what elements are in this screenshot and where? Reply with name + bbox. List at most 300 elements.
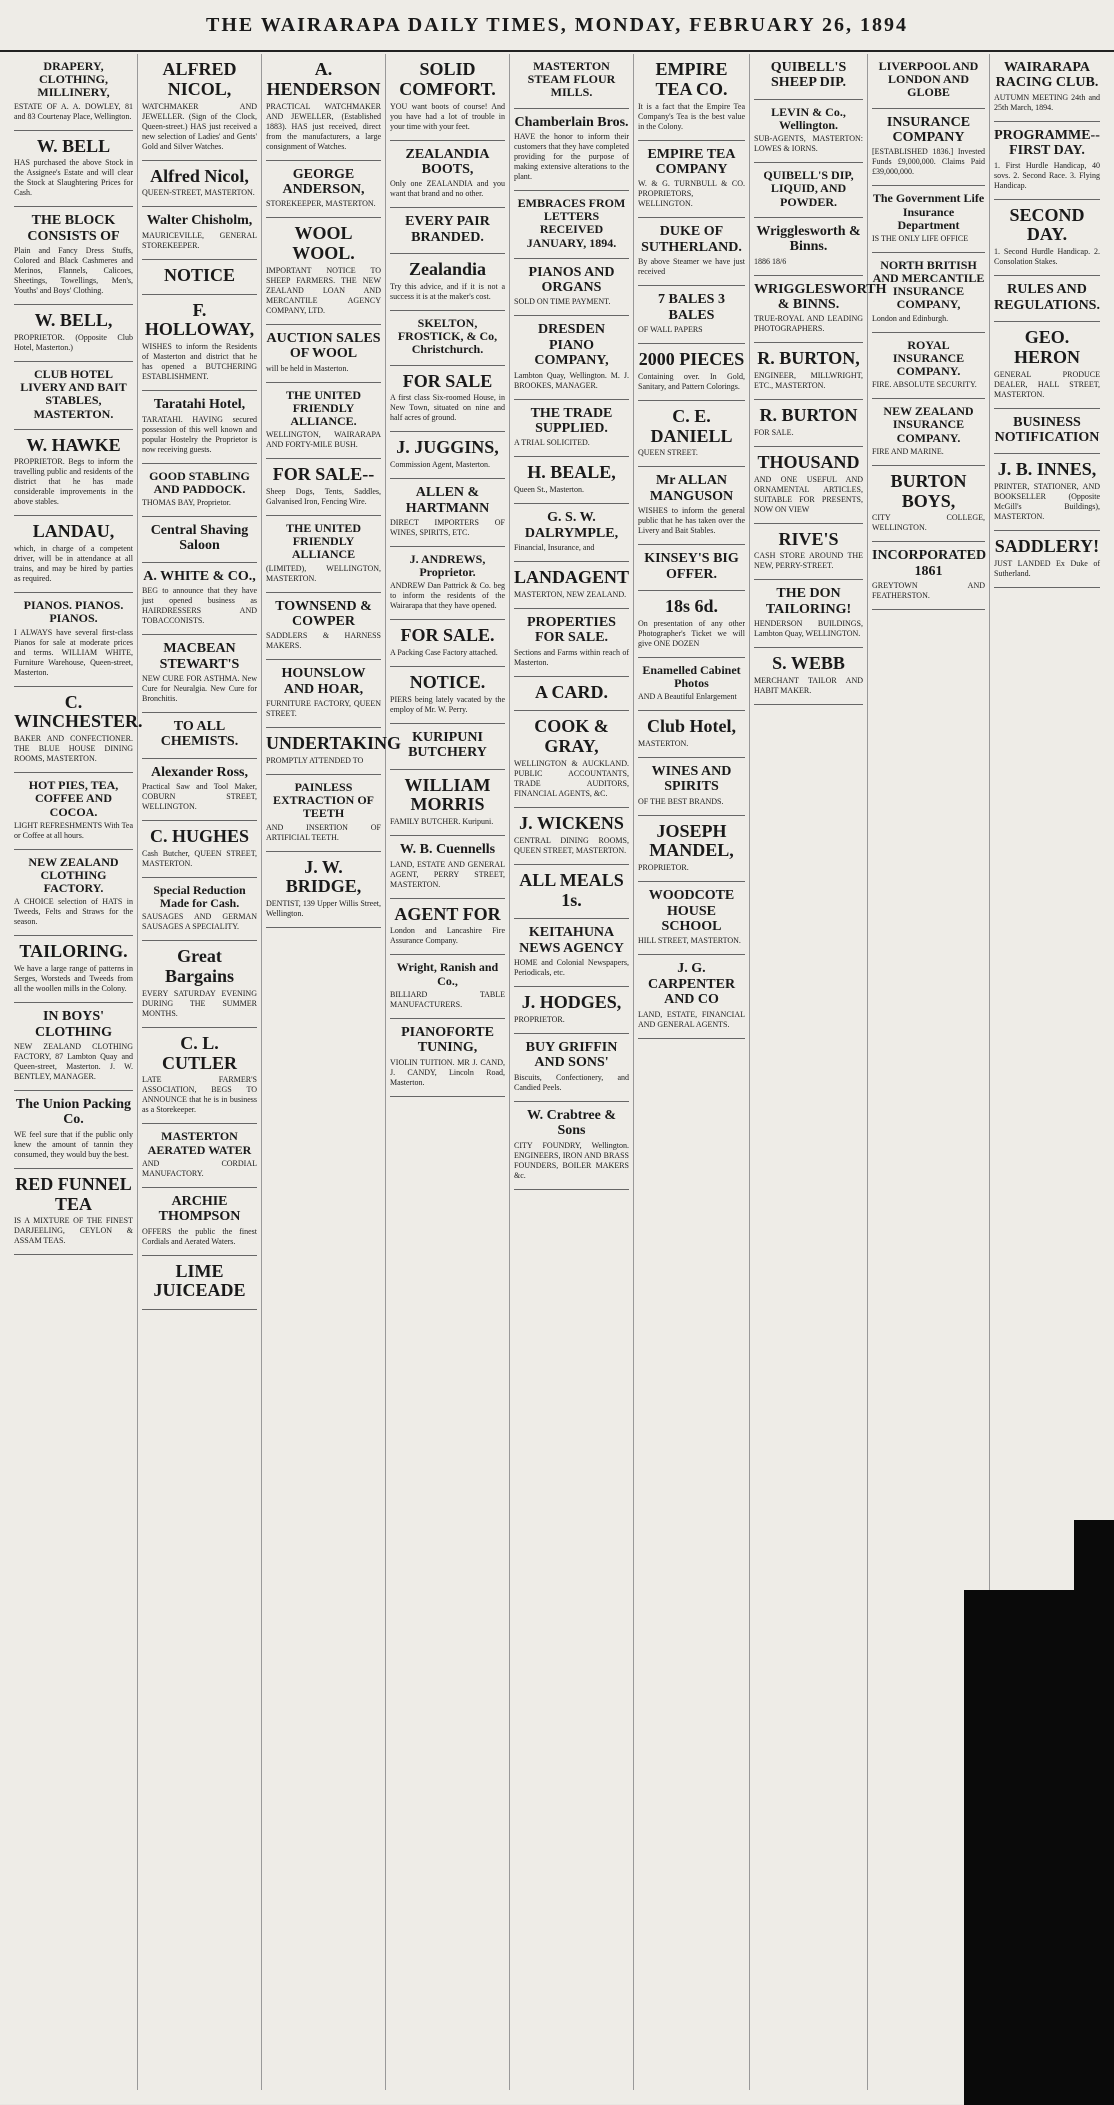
advertisement	[266, 852, 381, 929]
ad-heading: W. BELL,	[34, 310, 113, 331]
advertisement	[754, 100, 863, 163]
ad-heading: MACBEAN STEWART'S	[159, 641, 240, 672]
ad-heading: PIANOS. PIANOS. PIANOS.	[23, 598, 124, 626]
advertisement	[390, 724, 505, 770]
ad-heading: ROYAL INSURANCE COMPANY.	[892, 337, 965, 379]
ad-body: Practical Saw and Tool Maker, COBURN STREET, WELLINGTON.	[142, 782, 257, 812]
advertisement	[994, 276, 1100, 322]
ad-body: Containing over. In Gold, Sanitary, and Pattern Colorings.	[638, 371, 745, 391]
advertisement	[14, 850, 133, 937]
ad-heading: LANDAU,	[32, 521, 115, 542]
ad-heading: R. BURTON	[759, 405, 858, 426]
ad-heading: CLUB HOTEL LIVERY AND BAIT STABLES, MASTERTON.	[20, 366, 127, 421]
ad-heading: AGENT FOR	[394, 903, 501, 924]
advertisement	[142, 635, 257, 713]
advertisement	[266, 593, 381, 661]
ad-heading: PIANOFORTE TUNING,	[401, 1024, 494, 1056]
advertisement	[390, 208, 505, 254]
ad-body: SUB-AGENTS, MASTERTON: LOWES & IORNS.	[754, 134, 863, 154]
ad-body: WISHES to inform the Residents of Masterton and district that he has opened a BUTCHERING ESTABLISHMENT.	[142, 342, 257, 382]
ad-heading: R. BURTON,	[757, 348, 860, 369]
ad-body: MERCHANT TAILOR AND HABIT MAKER.	[754, 676, 863, 696]
ad-body: WISHES to inform the general public that he has taken over the Livery and Bait Stables.	[638, 506, 745, 536]
ad-body: HAS purchased the above Stock in the Assignee's Estate and will clear the Stock at Slaughtering Prices for Cash.	[14, 158, 133, 198]
ad-heading: NEW ZEALAND INSURANCE COMPANY.	[883, 404, 974, 445]
ad-heading: A. WHITE & CO.,	[143, 568, 256, 584]
ad-heading: A. HENDERSON	[266, 59, 381, 99]
ad-heading: J. HODGES,	[521, 992, 622, 1013]
ad-heading: MASTERTON AERATED WATER	[147, 1129, 252, 1157]
ad-body: MASTERTON, NEW ZEALAND.	[514, 589, 627, 599]
ad-heading: EVERY PAIR BRANDED.	[405, 214, 490, 245]
ad-body: ESTATE OF A. A. DOWLEY, 81 and 83 Courtenay Place, Wellington.	[14, 101, 133, 121]
ad-heading: ALLEN & HARTMANN	[405, 485, 490, 516]
ad-heading: THE UNITED FRIENDLY ALLIANCE	[285, 521, 362, 562]
advertisement	[142, 517, 257, 563]
column-3	[262, 54, 402, 2090]
ad-body: FURNITURE FACTORY, QUEEN STREET.	[266, 699, 381, 719]
ad-heading: Mr ALLAN MANGUSON	[649, 473, 734, 504]
advertisement	[14, 207, 133, 305]
advertisement	[638, 545, 745, 591]
ad-heading: W. BELL	[36, 135, 111, 156]
ad-heading: NOTICE.	[409, 672, 486, 693]
advertisement	[142, 260, 257, 295]
ad-body: TRUE-ROYAL AND LEADING PHOTOGRAPHERS.	[754, 314, 863, 334]
ad-heading: F. HOLLOWAY,	[144, 299, 255, 340]
advertisement	[142, 295, 257, 392]
ad-body: THOMAS BAY, Proprietor.	[142, 497, 231, 507]
ad-body: CITY FOUNDRY, Wellington. ENGINEERS, IRON AND BRASS FOUNDERS, BOILER MAKERS &c.	[514, 1140, 629, 1180]
advertisement	[754, 343, 863, 400]
advertisement	[142, 54, 257, 161]
advertisement	[266, 775, 381, 852]
ad-heading: C. E. DANIELL	[650, 405, 733, 446]
ad-heading: EMPIRE TEA COMPANY	[647, 146, 736, 177]
ad-heading: Great Bargains	[164, 946, 234, 987]
ad-body: AND CORDIAL MANUFACTORY.	[142, 1158, 257, 1178]
advertisement	[754, 524, 863, 581]
ad-heading: W. B. Cuennells	[399, 842, 496, 858]
ad-body: Only one ZEALANDIA and you want that brand and no other.	[390, 179, 505, 199]
column-1	[10, 54, 143, 2090]
ad-body: Biscuits, Confectionery, and Candied Peels.	[514, 1072, 629, 1092]
ad-body: AND ONE USEFUL AND ORNAMENTAL ARTICLES, SUITABLE FOR PRESENTS, NOW ON VIEW	[754, 474, 863, 514]
advertisement	[142, 161, 257, 208]
advertisement	[390, 366, 505, 433]
ad-body: HAVE the honor to inform their customers that they have completed providing for the purpose of making extensive alterations to the plant.	[514, 131, 629, 181]
ad-heading: 2000 PIECES	[638, 348, 745, 369]
ad-heading: FOR SALE--	[272, 464, 375, 485]
ad-body: OF WALL PAPERS	[638, 324, 703, 334]
advertisement	[266, 325, 381, 383]
ad-heading: The Union Packing Co.	[15, 1096, 132, 1128]
ad-heading: KINSEY'S BIG OFFER.	[644, 551, 739, 582]
advertisement	[142, 878, 257, 941]
ad-heading: LANDAGENT	[514, 567, 630, 588]
ad-heading: The Government Life Insurance Department	[872, 191, 985, 232]
advertisement	[638, 591, 745, 658]
ad-heading: KURIPUNI BUTCHERY	[408, 729, 487, 761]
advertisement	[14, 1003, 133, 1091]
advertisement	[638, 816, 745, 883]
ad-heading: TO ALL CHEMISTS.	[160, 718, 239, 750]
advertisement	[142, 941, 257, 1028]
ad-heading: EMBRACES FROM LETTERS RECEIVED JANUARY, 1894.	[517, 195, 626, 250]
advertisement	[142, 1188, 257, 1256]
ad-body: We have a large range of patterns in Serges, Worsteds and Tweeds from all the woollen mills in the Colony.	[14, 964, 133, 994]
ad-body: Try this advice, and if it is not a success it is at the maker's cost.	[390, 281, 505, 301]
ad-heading: W. HAWKE	[26, 434, 121, 455]
advertisement	[390, 432, 505, 479]
ad-heading: JOSEPH MANDEL,	[649, 820, 734, 861]
ad-body: LIGHT REFRESHMENTS With Tea or Coffee at all hours.	[14, 820, 133, 840]
advertisement	[514, 987, 629, 1034]
ad-body: IMPORTANT NOTICE TO SHEEP FARMERS. THE NEW ZEALAND LOAN AND MERCANTILE AGENCY COMPANY, LTD.	[266, 265, 381, 315]
ad-body: A Packing Case Factory attached.	[390, 648, 498, 658]
advertisement	[14, 936, 133, 1003]
ad-body: which, in charge of a competent driver, will be in attendance at all trains, and may be hired by parties as required.	[14, 544, 133, 584]
ad-heading: NOTICE	[163, 264, 235, 285]
column-6	[634, 54, 750, 2090]
column-2	[138, 54, 262, 2090]
ad-body: HOME and Colonial Newspapers, Periodicals, etc.	[514, 958, 629, 978]
ad-body: LAND, ESTATE, FINANCIAL AND GENERAL AGENTS.	[638, 1009, 745, 1029]
advertisement	[14, 773, 133, 850]
ad-body: TARATAHI. HAVING secured possession of this well known and popular Hostelry the Proprietor is now receiving guests.	[142, 414, 257, 454]
ad-body: By above Steamer we have just received	[638, 257, 745, 277]
ad-body: PROPRIETOR. (Opposite Club Hotel, Masterton.)	[14, 332, 133, 352]
advertisement	[14, 54, 133, 131]
ad-body: 1886 18/6	[754, 256, 787, 266]
ad-body: YOU want boots of course! And you have had a lot of trouble in your time with your feet.	[390, 101, 505, 131]
advertisement	[390, 547, 505, 620]
ad-heading: J. ANDREWS, Proprietor.	[409, 551, 486, 580]
advertisement	[994, 409, 1100, 455]
advertisement	[638, 401, 745, 468]
ad-body: BEG to announce that they have just opened business as HAIRDRESSERS AND TOBACCONISTS.	[142, 586, 257, 626]
advertisement	[14, 1091, 133, 1169]
advertisement	[390, 479, 505, 547]
advertisement	[514, 504, 629, 562]
ad-body: WELLINGTON, WAIRARAPA AND FORTY-MILE BUSH.	[266, 430, 381, 450]
ad-heading: Taratahi Hotel,	[153, 397, 246, 413]
advertisement	[514, 1034, 629, 1102]
ad-body: BILLIARD TABLE MANUFACTURERS.	[390, 989, 505, 1009]
advertisement	[514, 919, 629, 987]
advertisement	[754, 580, 863, 648]
advertisement	[514, 677, 629, 712]
advertisement	[142, 464, 257, 517]
ad-body: CITY COLLEGE, WELLINGTON.	[872, 513, 985, 533]
ad-heading: GEO. HERON	[1013, 326, 1080, 367]
columns-container	[10, 54, 1104, 2094]
ad-heading: THE UNITED FRIENDLY ALLIANCE.	[285, 387, 362, 429]
ad-heading: WRIGGLESWORTH & BINNS.	[754, 281, 887, 312]
advertisement	[142, 1256, 257, 1311]
advertisement	[754, 54, 863, 100]
ad-heading: WOODCOTE HOUSE SCHOOL	[648, 888, 735, 935]
ad-heading: LEVIN & Co., Wellington.	[771, 104, 846, 132]
ad-heading: GEORGE ANDERSON,	[282, 166, 365, 197]
ad-heading: Alexander Ross,	[151, 764, 248, 780]
column-7	[750, 54, 887, 2090]
ad-heading: THE BLOCK CONSISTS OF	[27, 213, 120, 244]
ad-body: It is a fact that the Empire Tea Company's Tea is the best value in the Colony.	[638, 101, 745, 131]
ad-body: STOREKEEPER, MASTERTON.	[266, 199, 376, 209]
advertisement	[266, 516, 381, 593]
ad-heading: INCORPORATED 1861	[872, 548, 987, 579]
advertisement	[266, 728, 402, 775]
ad-body: NEW CURE FOR ASTHMA. New Cure for Neuralgia. New Cure for Bronchitis.	[142, 673, 257, 703]
advertisement	[266, 459, 381, 516]
advertisement	[638, 141, 745, 219]
advertisement	[266, 218, 381, 325]
advertisement	[390, 770, 505, 837]
ad-body: MAURICEVILLE, GENERAL STOREKEEPER.	[142, 230, 257, 250]
advertisement	[872, 253, 985, 333]
ad-heading: THOUSAND	[757, 451, 860, 472]
masthead-title: THE WAIRARAPA DAILY TIMES, MONDAY, FEBRUARY 26, 1894	[206, 14, 908, 36]
advertisement	[994, 200, 1100, 277]
ad-body: SAUSAGES AND GERMAN SAUSAGES A SPECIALITY.	[142, 912, 257, 932]
ad-body: [ESTABLISHED 1836.] Invested Funds £9,000,000. Claims Paid £39,000,000.	[872, 147, 985, 177]
advertisement	[142, 713, 257, 759]
ad-heading: J. B. INNES,	[997, 459, 1097, 480]
ad-heading: MASTERTON STEAM FLOUR MILLS.	[527, 59, 616, 100]
ad-heading: SADDLERY!	[994, 536, 1100, 557]
advertisement	[14, 131, 133, 208]
ad-heading: EMPIRE TEA CO.	[655, 59, 728, 99]
ad-body: WE feel sure that if the public only knew the amount of tannin they consumed, they would buy the best.	[14, 1129, 133, 1159]
advertisement	[514, 191, 629, 259]
ad-body: NEW ZEALAND CLOTHING FACTORY, 87 Lambton Quay and Queen-street, Masterton. J. W. BENTLEY, MANAGER.	[14, 1041, 133, 1081]
ad-heading: Enamelled Cabinet Photos	[642, 662, 741, 690]
ad-body: A TRIAL SOLICITED.	[514, 438, 590, 448]
ad-heading: THE TRADE SUPPLIED.	[530, 405, 613, 437]
advertisement	[872, 466, 985, 543]
advertisement	[390, 836, 505, 898]
ad-body: DENTIST, 139 Upper Willis Street, Wellington.	[266, 899, 381, 919]
advertisement	[142, 563, 257, 635]
ad-heading: PIANOS AND ORGANS	[528, 264, 615, 296]
ad-heading: INSURANCE COMPANY	[886, 114, 971, 145]
column-4	[386, 54, 510, 2090]
ad-body: ANDREW Dan Pattrick & Co. beg to inform the residents of the Wairarapa that they have opened.	[390, 581, 505, 611]
ad-body: Financial, Insurance, and	[514, 543, 595, 553]
ad-body: Plain and Fancy Dress Stuffs, Colored and Black Cashmeres and Merinos, Flannels, Calicoes, Sheetings, Towellings, Men's, Youths' and Boys' Clothing.	[14, 246, 133, 296]
advertisement	[994, 454, 1100, 531]
ad-heading: WOOL WOOL.	[292, 223, 355, 264]
ad-body: CASH STORE AROUND THE NEW, PERRY-STREET.	[754, 551, 863, 571]
ad-body: London and Lancashire Fire Assurance Company.	[390, 926, 505, 946]
ad-body: AUTUMN MEETING 24th and 25th March, 1894.	[994, 92, 1100, 112]
ad-heading: SKELTON, FROSTICK, & Co, Christchurch.	[397, 315, 498, 357]
ad-body: FOR SALE.	[754, 427, 794, 437]
ad-body: MASTERTON.	[638, 738, 689, 748]
advertisement	[142, 821, 257, 878]
advertisement	[266, 161, 381, 219]
advertisement	[514, 562, 629, 609]
ad-heading: TOWNSEND & COWPER	[275, 598, 372, 630]
ad-body: (LIMITED), WELLINGTON, MASTERTON.	[266, 563, 381, 583]
ad-body: On presentation of any other Photographer's Ticket we will give ONE DOZEN	[638, 618, 745, 648]
ad-heading: Central Shaving Saloon	[150, 522, 249, 554]
ad-heading: G. S. W. DALRYMPLE,	[524, 510, 619, 541]
ad-body: PROPRIETOR.	[638, 863, 689, 873]
advertisement	[872, 399, 985, 466]
advertisement	[872, 186, 985, 253]
advertisement	[14, 516, 133, 593]
ad-heading: H. BEALE,	[527, 462, 616, 483]
ad-heading: C. HUGHES	[149, 826, 250, 847]
ad-body: LATE FARMER'S ASSOCIATION, BEGS TO ANNOUNCE that he is in business as a Storekeeper.	[142, 1075, 257, 1115]
ad-body: London and Edinburgh.	[872, 313, 949, 323]
ad-body: GREYTOWN AND FEATHERSTON.	[872, 581, 985, 601]
ad-heading: ARCHIE THOMPSON	[158, 1193, 241, 1225]
ad-heading: QUIBELL'S SHEEP DIP.	[770, 60, 847, 91]
ad-body: QUEEN-STREET, MASTERTON.	[142, 188, 255, 198]
damaged-corner	[964, 1590, 1114, 2105]
column-5	[510, 54, 634, 2090]
ad-heading: ALL MEALS 1s.	[519, 869, 624, 910]
advertisement	[872, 109, 985, 187]
ad-heading: SECOND DAY.	[1009, 204, 1085, 245]
ad-heading: W. Crabtree & Sons	[526, 1107, 617, 1139]
ad-heading: HOUNSLOW AND HOAR,	[281, 666, 366, 697]
ad-heading: DUKE OF SUTHERLAND.	[641, 224, 742, 255]
advertisement	[142, 1124, 257, 1187]
advertisement	[14, 593, 133, 686]
ad-body: AND A Beautiful Enlargement	[638, 692, 737, 702]
ad-body: OF THE BEST BRANDS.	[638, 796, 724, 806]
ad-heading: DRAPERY, CLOTHING, MILLINERY,	[37, 59, 110, 100]
ad-body: Queen St., Masterton.	[514, 485, 584, 495]
ad-heading: J. JUGGINS,	[396, 437, 499, 458]
ad-heading: Special Reduction Made for Cash.	[153, 882, 246, 911]
advertisement	[514, 1102, 629, 1190]
ad-body: A CHOICE selection of HATS in Tweeds, Felts and Straws for the season.	[14, 897, 133, 927]
ad-body: PRINTER, STATIONER, AND BOOKSELLER (Opposite McGill's Buildings), MASTERTON.	[994, 482, 1100, 522]
advertisement	[142, 1028, 257, 1125]
ad-heading: FOR SALE.	[400, 625, 495, 646]
ad-heading: LIME JUICEADE	[153, 1260, 246, 1301]
ad-heading: S. WEBB	[772, 653, 845, 674]
ad-heading: PROGRAMME--FIRST DAY.	[994, 127, 1100, 159]
ad-heading: RED FUNNEL TEA	[15, 1173, 132, 1214]
advertisement	[514, 457, 629, 504]
ad-heading: Chamberlain Bros.	[514, 114, 629, 130]
ad-heading: ALFRED NICOL,	[162, 59, 237, 99]
advertisement	[994, 54, 1100, 122]
advertisement	[390, 54, 505, 141]
ad-body: will be held in Masterton.	[266, 363, 349, 373]
advertisement	[638, 218, 745, 286]
ad-body: OFFERS the public the finest Cordials and Aerated Waters.	[142, 1226, 257, 1246]
ad-heading: WAIRARAPA RACING CLUB.	[995, 60, 1099, 91]
advertisement	[390, 620, 505, 667]
ad-body: FAMILY BUTCHER. Kuripuni.	[390, 817, 494, 827]
ad-heading: ZEALANDIA BOOTS,	[405, 146, 490, 177]
advertisement	[638, 758, 745, 816]
advertisement	[390, 955, 505, 1018]
ad-body: EVERY SATURDAY EVENING DURING THE SUMMER MONTHS.	[142, 988, 257, 1018]
ad-heading: RIVE'S	[778, 528, 839, 549]
advertisement	[14, 362, 133, 430]
ad-heading: Zealandia	[408, 259, 487, 280]
ad-heading: PAINLESS EXTRACTION OF TEETH	[272, 780, 374, 821]
ad-body: FIRE. ABSOLUTE SECURITY.	[872, 380, 977, 390]
advertisement	[390, 1019, 505, 1097]
advertisement	[514, 316, 629, 399]
advertisement	[14, 1169, 133, 1256]
ad-heading: 18s 6d.	[664, 595, 718, 616]
ad-heading: KEITAHUNA NEWS AGENCY	[519, 925, 624, 956]
advertisement	[872, 54, 985, 109]
advertisement	[514, 609, 629, 677]
masthead	[0, 0, 1114, 52]
advertisement	[390, 667, 505, 724]
advertisement	[266, 660, 381, 728]
advertisement	[638, 711, 745, 758]
ad-heading: DRESDEN PIANO COMPANY,	[534, 322, 609, 369]
ad-body: DIRECT IMPORTERS OF WINES, SPIRITS, ETC.	[390, 517, 505, 537]
ad-body: BAKER AND CONFECTIONER. THE BLUE HOUSE DINING ROOMS, MASTERTON.	[14, 734, 133, 764]
ad-body: QUEEN STREET.	[638, 448, 698, 458]
advertisement	[390, 899, 505, 956]
advertisement	[390, 311, 505, 366]
ad-body: I ALWAYS have several first-class Pianos for sale at moderate prices and terms. WILLIAM WHITE, Furniture Warehouse, Queen-street, Masterton.	[14, 627, 133, 677]
ad-body: CENTRAL DINING ROOMS, QUEEN STREET, MASTERTON.	[514, 835, 629, 855]
ad-body: PROPRIETOR. Begs to inform the travelling public and residents of the district that he has made considerable improvements in the above stables.	[14, 457, 133, 507]
advertisement	[142, 207, 257, 259]
ad-heading: WILLIAM MORRIS	[404, 774, 491, 815]
advertisement	[638, 882, 745, 955]
ad-body: PROMPTLY ATTENDED TO	[266, 756, 364, 766]
advertisement	[994, 122, 1100, 200]
advertisement	[514, 865, 629, 920]
ad-heading: J. W. BRIDGE,	[285, 856, 362, 897]
advertisement	[638, 955, 745, 1038]
advertisement	[514, 259, 629, 317]
advertisement	[142, 391, 257, 463]
ad-heading: COOK & GRAY,	[534, 716, 609, 757]
ad-heading: IN BOYS' CLOTHING	[34, 1009, 112, 1040]
ad-body: Cash Butcher, QUEEN STREET, MASTERTON.	[142, 848, 257, 868]
ad-body: IS THE ONLY LIFE OFFICE	[872, 233, 969, 243]
advertisement	[994, 322, 1100, 409]
advertisement	[754, 447, 863, 524]
advertisement	[754, 400, 863, 447]
ad-heading: C. WINCHESTER.	[14, 691, 143, 732]
ad-body: JUST LANDED Ex Duke of Sutherland.	[994, 558, 1100, 578]
ad-heading: Alfred Nicol,	[150, 165, 249, 186]
ad-body: WELLINGTON & AUCKLAND. PUBLIC ACCOUNTANTS, TRADE AUDITORS, FINANCIAL AGENTS, &C.	[514, 758, 629, 798]
ad-body: SADDLERS & HARNESS MAKERS.	[266, 631, 381, 651]
advertisement	[266, 54, 381, 161]
ad-body: Lambton Quay, Wellington. M. J. BROOKES, MANAGER.	[514, 370, 629, 390]
ad-heading: C. L. CUTLER	[161, 1032, 237, 1073]
ad-body: W. & G. TURNBULL & CO. PROPRIETORS, WELLINGTON.	[638, 179, 745, 209]
advertisement	[14, 430, 133, 517]
ad-body: GENERAL PRODUCE DEALER, HALL STREET, MASTERTON.	[994, 369, 1100, 399]
damaged-edge	[1074, 1520, 1114, 1610]
ad-heading: Club Hotel,	[646, 716, 736, 737]
ad-heading: J. WICKENS	[519, 812, 624, 833]
advertisement	[872, 542, 985, 610]
advertisement	[390, 254, 505, 311]
advertisement	[514, 711, 629, 808]
